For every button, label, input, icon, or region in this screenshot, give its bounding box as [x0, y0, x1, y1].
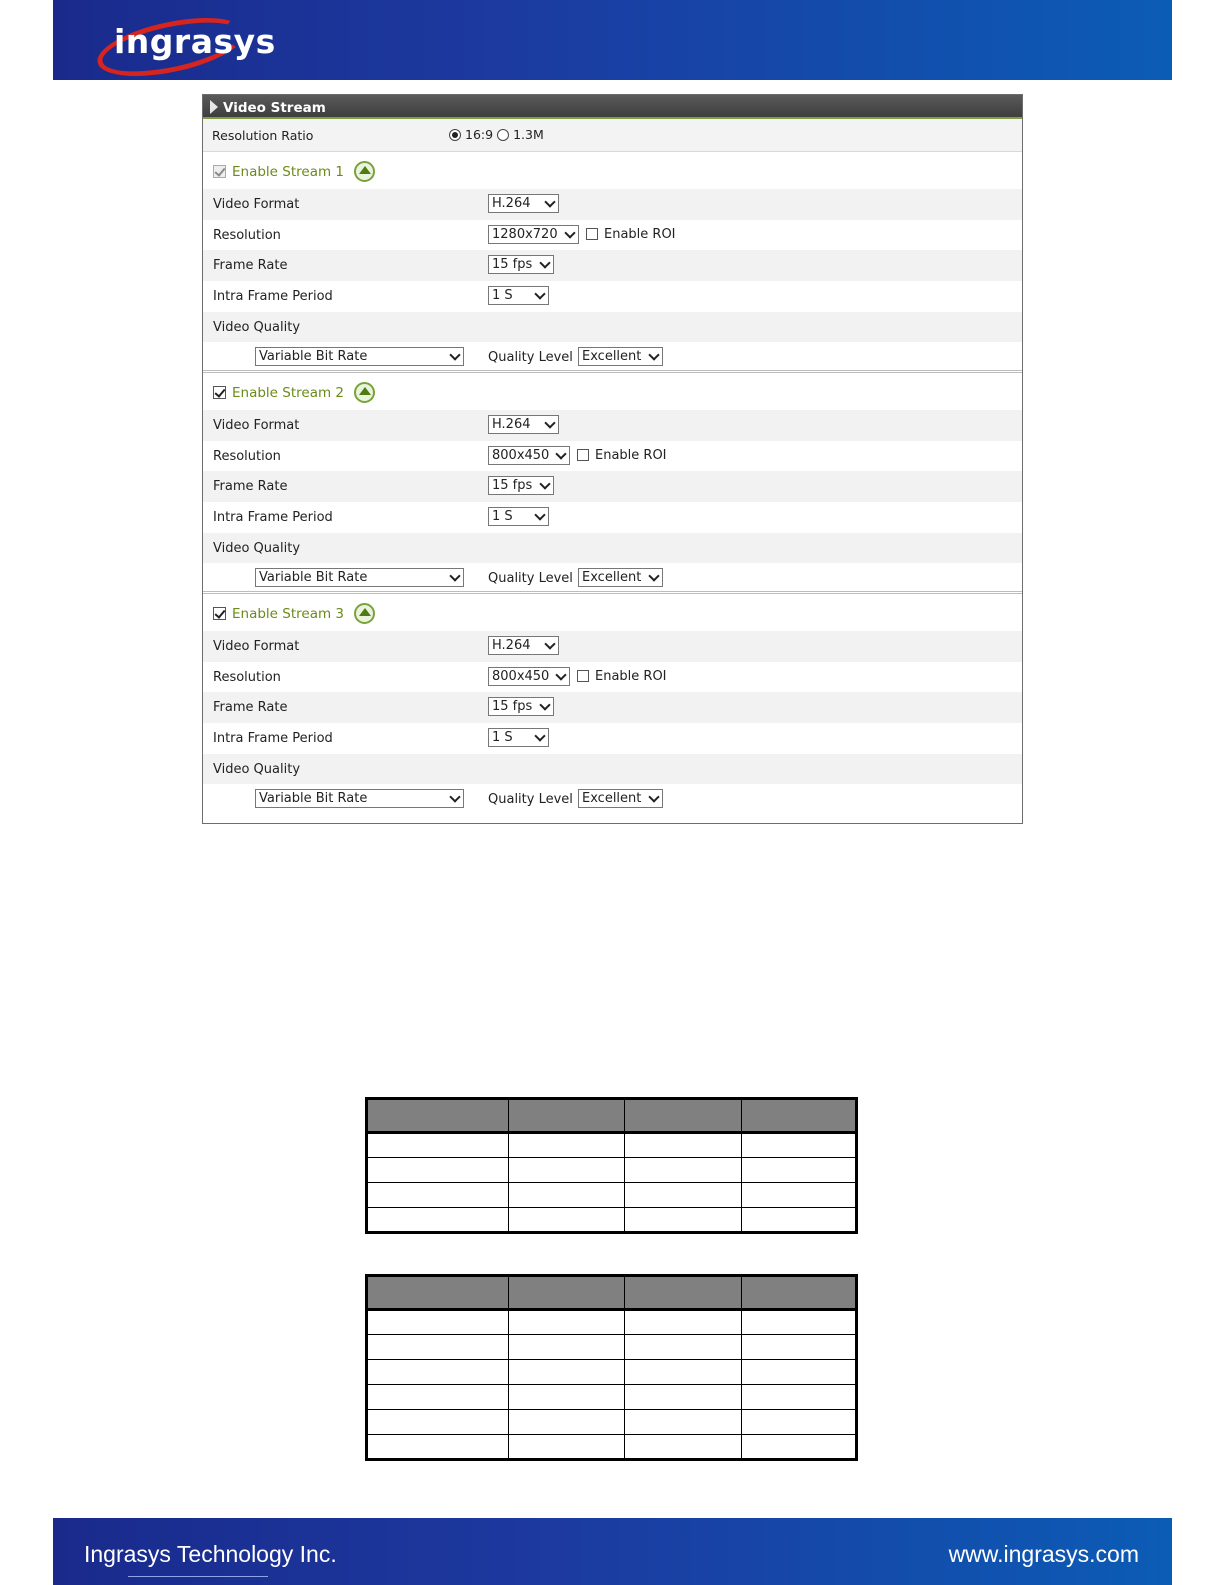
intra-frame-label: Intra Frame Period	[213, 731, 333, 747]
intra-frame-label: Intra Frame Period	[213, 289, 333, 305]
stream-3-section	[203, 594, 1022, 815]
quality-level-select[interactable]	[578, 789, 663, 808]
collapse-up-icon[interactable]	[354, 603, 375, 624]
frame-rate-select[interactable]	[488, 476, 554, 495]
intra-frame-value: 1 S	[492, 509, 513, 525]
video-format-label: Video Format	[213, 639, 300, 654]
chevron-down-icon	[534, 730, 545, 741]
video-format-select[interactable]	[488, 636, 559, 655]
video-format-label: Video Format	[213, 197, 300, 212]
table-row	[367, 1133, 857, 1158]
video-format-value: H.264	[492, 638, 531, 653]
panel-title: Video Stream	[223, 100, 326, 116]
resolution-row	[203, 220, 1022, 251]
resolution-value: 800x450	[492, 668, 550, 684]
enable-roi-label: Enable ROI	[595, 447, 667, 463]
quality-settings-row	[203, 342, 1022, 373]
enable-stream-row	[203, 373, 1022, 410]
intra-frame-row	[203, 281, 1022, 312]
quality-level-value: Excellent	[582, 349, 642, 365]
chevron-down-icon	[564, 227, 575, 238]
table-row	[367, 1385, 857, 1410]
chevron-down-icon	[555, 669, 566, 680]
enable-roi-label: Enable ROI	[595, 668, 667, 684]
resolution-row	[203, 662, 1022, 693]
resolution-select[interactable]	[488, 667, 570, 686]
frame-rate-label: Frame Rate	[213, 258, 288, 274]
video-quality-row	[203, 312, 1022, 343]
resolution-value: 1280x720	[492, 226, 558, 242]
chevron-down-icon	[449, 571, 460, 582]
stream-2-section	[203, 373, 1022, 594]
chevron-down-icon	[539, 479, 550, 490]
video-format-value: H.264	[492, 417, 531, 432]
website-link[interactable]: www.ingrasys.com	[948, 1541, 1139, 1567]
frame-rate-row	[203, 250, 1022, 281]
intra-frame-label: Intra Frame Period	[213, 510, 333, 526]
chevron-down-icon	[648, 350, 659, 361]
table-row	[367, 1208, 857, 1233]
chevron-down-icon	[544, 417, 555, 428]
video-stream-panel	[202, 94, 1023, 824]
table-header-row	[367, 1099, 857, 1133]
quality-level-label: Quality Level	[488, 571, 573, 587]
quality-level-label: Quality Level	[488, 792, 573, 808]
enable-stream-checkbox[interactable]	[213, 165, 226, 178]
panel-header	[203, 95, 1022, 119]
chevron-down-icon	[544, 638, 555, 649]
frame-rate-value: 15 fps	[492, 478, 533, 494]
bitrate-mode-select[interactable]	[255, 347, 464, 366]
frame-rate-label: Frame Rate	[213, 479, 288, 495]
table-1	[365, 1097, 858, 1234]
quality-level-select[interactable]	[578, 347, 663, 366]
table-row	[367, 1435, 857, 1460]
ratio-1-3m-radio[interactable]	[497, 129, 509, 141]
video-format-value: H.264	[492, 196, 531, 211]
frame-rate-select[interactable]	[488, 255, 554, 274]
ratio-1-3m-label: 1.3M	[513, 127, 544, 142]
resolution-select[interactable]	[488, 225, 579, 244]
quality-level-select[interactable]	[578, 568, 663, 587]
enable-stream-label: Enable Stream 2	[232, 384, 345, 401]
chevron-down-icon	[544, 196, 555, 207]
frame-rate-select[interactable]	[488, 697, 554, 716]
table-row	[367, 1360, 857, 1385]
bitrate-mode-value: Variable Bit Rate	[259, 791, 368, 807]
intra-frame-select[interactable]	[488, 286, 549, 305]
footer-divider	[128, 1576, 268, 1577]
enable-roi-checkbox[interactable]	[577, 670, 589, 682]
enable-stream-label: Enable Stream 1	[232, 163, 345, 180]
ingrasys-logo	[96, 14, 276, 72]
enable-stream-checkbox[interactable]	[213, 386, 226, 399]
table-row	[367, 1335, 857, 1360]
chevron-down-icon	[449, 350, 460, 361]
video-quality-label: Video Quality	[213, 540, 301, 556]
chevron-down-icon	[449, 792, 460, 803]
ratio-16-9-label: 16:9	[465, 127, 494, 142]
frame-rate-value: 15 fps	[492, 257, 533, 273]
quality-level-value: Excellent	[582, 791, 642, 807]
table-row	[367, 1310, 857, 1335]
intra-frame-row	[203, 723, 1022, 754]
video-format-row	[203, 631, 1022, 662]
quality-level-label: Quality Level	[488, 350, 573, 366]
resolution-value: 800x450	[492, 447, 550, 463]
enable-roi-label: Enable ROI	[604, 226, 676, 242]
company-name: Ingrasys Technology Inc.	[84, 1541, 337, 1567]
chevron-down-icon	[648, 571, 659, 582]
video-quality-row	[203, 533, 1022, 564]
frame-rate-row	[203, 692, 1022, 723]
frame-rate-label: Frame Rate	[213, 700, 288, 716]
table-row	[367, 1410, 857, 1435]
table-row	[367, 1183, 857, 1208]
quality-settings-row	[203, 563, 1022, 594]
table-2	[365, 1274, 858, 1461]
resolution-label: Resolution	[213, 448, 281, 464]
video-format-row	[203, 410, 1022, 441]
resolution-row	[203, 441, 1022, 472]
intra-frame-select[interactable]	[488, 728, 549, 747]
chevron-down-icon	[555, 448, 566, 459]
video-quality-row	[203, 754, 1022, 785]
intra-frame-select[interactable]	[488, 507, 549, 526]
frame-rate-row	[203, 471, 1022, 502]
enable-roi-checkbox[interactable]	[586, 228, 598, 240]
ratio-16-9-radio[interactable]	[449, 129, 461, 141]
video-quality-label: Video Quality	[213, 761, 301, 777]
table-header-row	[367, 1276, 857, 1310]
chevron-down-icon	[648, 792, 659, 803]
chevron-down-icon	[534, 288, 545, 299]
resolution-label: Resolution	[213, 669, 281, 685]
quality-settings-row	[203, 784, 1022, 815]
collapse-up-icon[interactable]	[354, 161, 375, 182]
bitrate-mode-select[interactable]	[255, 568, 464, 587]
resolution-ratio-row	[203, 119, 1022, 152]
resolution-label: Resolution	[213, 227, 281, 243]
video-format-row	[203, 189, 1022, 220]
intra-frame-value: 1 S	[492, 288, 513, 304]
chevron-down-icon	[539, 700, 550, 711]
intra-frame-row	[203, 502, 1022, 533]
enable-stream-row	[203, 594, 1022, 631]
bitrate-mode-value: Variable Bit Rate	[259, 349, 368, 365]
frame-rate-value: 15 fps	[492, 699, 533, 715]
chevron-down-icon	[539, 258, 550, 269]
logo-text: ingrasys	[114, 22, 276, 61]
video-format-label: Video Format	[213, 418, 300, 433]
resolution-select[interactable]	[488, 446, 570, 465]
video-format-select[interactable]	[488, 194, 559, 213]
footer-banner	[53, 1518, 1172, 1585]
quality-level-value: Excellent	[582, 570, 642, 586]
collapse-up-icon[interactable]	[354, 382, 375, 403]
table-row	[367, 1158, 857, 1183]
intra-frame-value: 1 S	[492, 730, 513, 746]
header-banner	[53, 0, 1172, 80]
enable-stream-row	[203, 152, 1022, 189]
chevron-down-icon	[534, 509, 545, 520]
video-format-select[interactable]	[488, 415, 559, 434]
enable-roi-checkbox[interactable]	[577, 449, 589, 461]
bitrate-mode-select[interactable]	[255, 789, 464, 808]
panel-triangle-icon	[210, 100, 218, 114]
resolution-ratio-label: Resolution Ratio	[212, 128, 314, 143]
video-quality-label: Video Quality	[213, 319, 301, 335]
enable-stream-label: Enable Stream 3	[232, 605, 345, 622]
bitrate-mode-value: Variable Bit Rate	[259, 570, 368, 586]
stream-1-section	[203, 152, 1022, 373]
enable-stream-checkbox[interactable]	[213, 607, 226, 620]
